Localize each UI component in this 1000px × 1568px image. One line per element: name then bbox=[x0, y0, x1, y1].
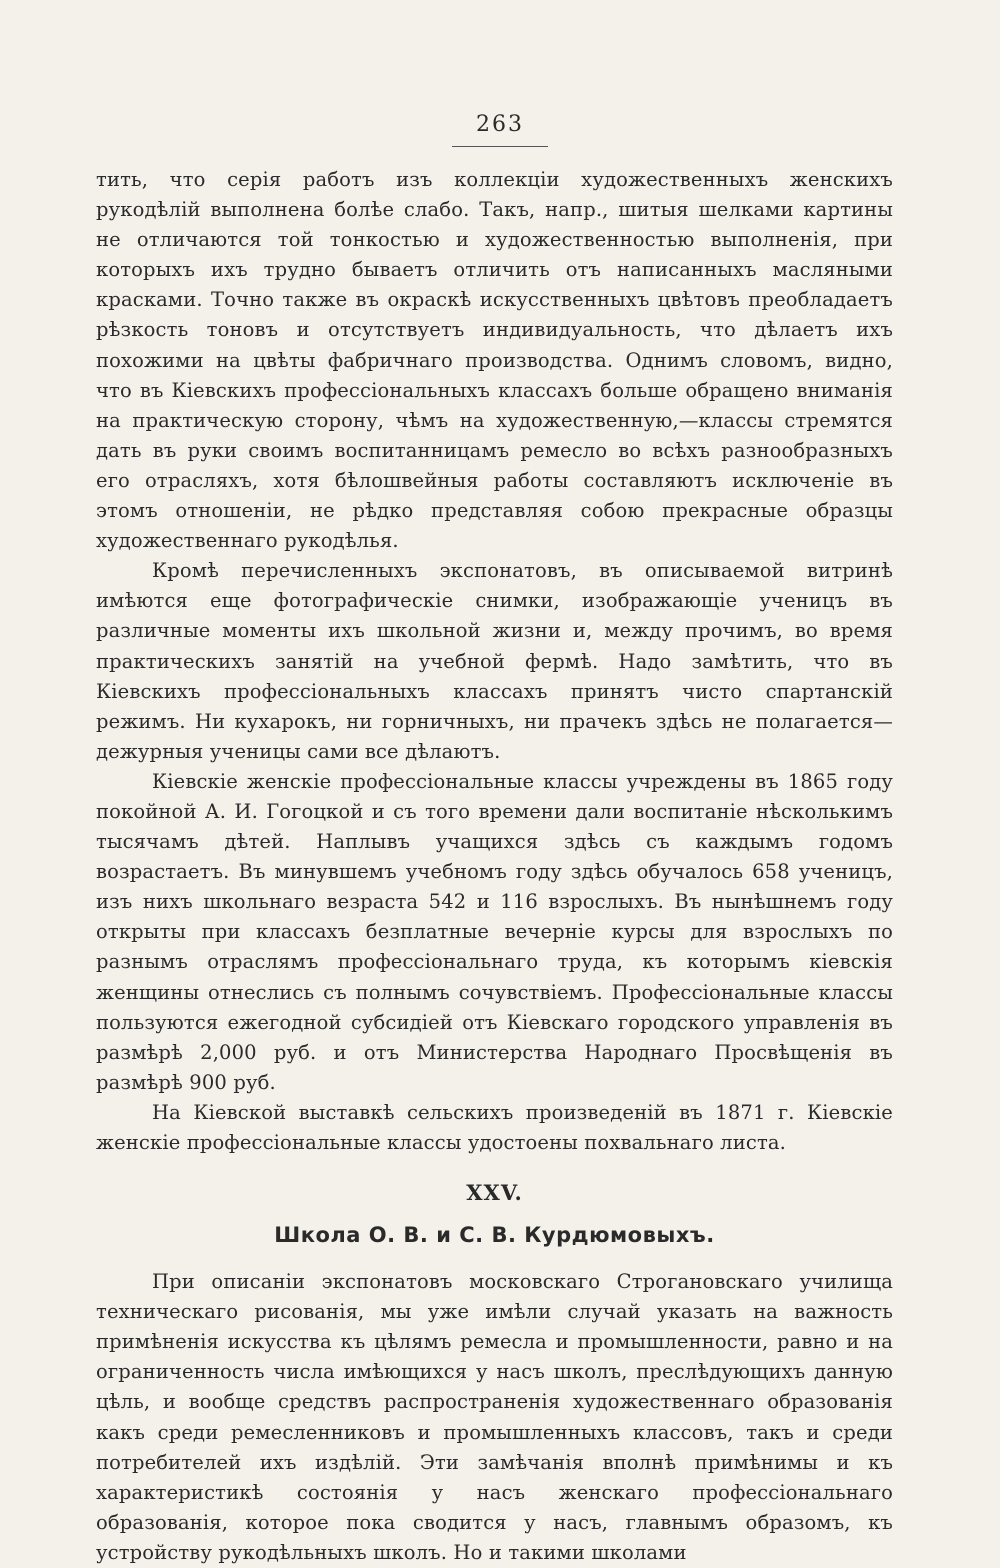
paragraph: На Кіевской выставкѣ сельскихъ произведеній въ 1871 г. Кіевскіе женскіе профессіональные классы удостоены похвальнаго листа. bbox=[96, 1100, 893, 1154]
paragraph: тить, что серія работъ изъ коллекціи художественныхъ женскихъ рукодѣлій выполнена болѣе слабо. Такъ, напр., шитыя шелками картины не отличаются той тонкостью и художественностью выполненія, при которыхъ ихъ трудно бываетъ отличить отъ написанныхъ масляными красками. Точно также въ окраскѣ искусственныхъ цвѣтовъ преобладаетъ рѣзкость тоновъ и отсутствуетъ индивидуальность, что дѣлаетъ ихъ похожими на цвѣты фабричнаго производства. Однимъ словомъ, видно, что въ Кіевскихъ профессіональныхъ классахъ больше обращено вниманія на практическую сторону, чѣмъ на художественную,—классы стремятся дать въ руки своимъ воспитанницамъ ремесло во всѣхъ разнообразныхъ его отрасляхъ, хотя бѣлошвейныя работы составляютъ исключеніе въ этомъ отношеніи, не рѣдко представляя собою прекрасные образцы художественнаго рукодѣлья. bbox=[96, 168, 893, 553]
section-number: XXV. bbox=[466, 1180, 523, 1206]
page-body bbox=[96, 165, 893, 1568]
paragraph: Кіевскіе женскіе профессіональные классы учреждены въ 1865 году покойной А. И. Гогоцкой и съ того времени дали воспитаніе нѣсколькимъ тысячамъ дѣтей. Наплывъ учащихся здѣсь съ каждымъ годомъ возрастаетъ. Въ минувшемъ учебномъ году здѣсь обучалось 658 ученицъ, изъ нихъ школьнаго везраста 542 и 116 взрослыхъ. Въ нынѣшнемъ году открыты при классахъ безплатные вечерніе курсы для взрослыхъ по разнымъ отраслямъ профессіональнаго труда, къ которымъ кіевскія женщины отнеслись съ полнымъ сочувствіемъ. Профессіональные классы пользуются ежегодной субсидіей отъ Кіевскаго городского управленія въ размѣрѣ 2,000 руб. и отъ Министерства Народнаго Просвѣщенія въ размѣрѣ 900 руб. bbox=[96, 769, 893, 1094]
paragraph: Кромѣ перечисленныхъ экспонатовъ, въ описываемой витринѣ имѣются еще фотографическіе снимки, изображающіе ученицъ въ различные моменты ихъ школьной жизни и, между прочимъ, во время практическихъ занятій на учебной фермѣ. Надо замѣтить, что въ Кіевскихъ профессіональныхъ классахъ принятъ чисто спартанскій режимъ. Ни кухарокъ, ни горничныхъ, ни прачекъ здѣсь не полагается—дежурныя ученицы сами все дѣлаютъ. bbox=[96, 559, 893, 763]
paragraph: При описаніи экспонатовъ московскаго Строгановскаго училища техническаго рисованія, мы уже имѣли случай указать на важность примѣненія искусства къ цѣлямъ ремесла и промышленности, равно и на ограниченность числа имѣющихся у насъ школъ, преслѣдующихъ данную цѣль, и вообще средствъ распространенія художественнаго образованія какъ среди ремесленниковъ и промышленныхъ классовъ, такъ и среди потребителей ихъ издѣлій. Эти замѣчанія вполнѣ примѣнимы и къ характеристикѣ состоянія у насъ женскаго профессіональнаго образованія, которое пока сводится у насъ, главнымъ образомъ, къ устройству рукодѣльныхъ школъ. Но и такими школами bbox=[96, 1270, 893, 1564]
page-number: 263 bbox=[476, 112, 524, 137]
section-title: Школа О. В. и С. В. Курдюмовыхъ. bbox=[274, 1223, 715, 1248]
page-number-rule bbox=[452, 146, 548, 147]
